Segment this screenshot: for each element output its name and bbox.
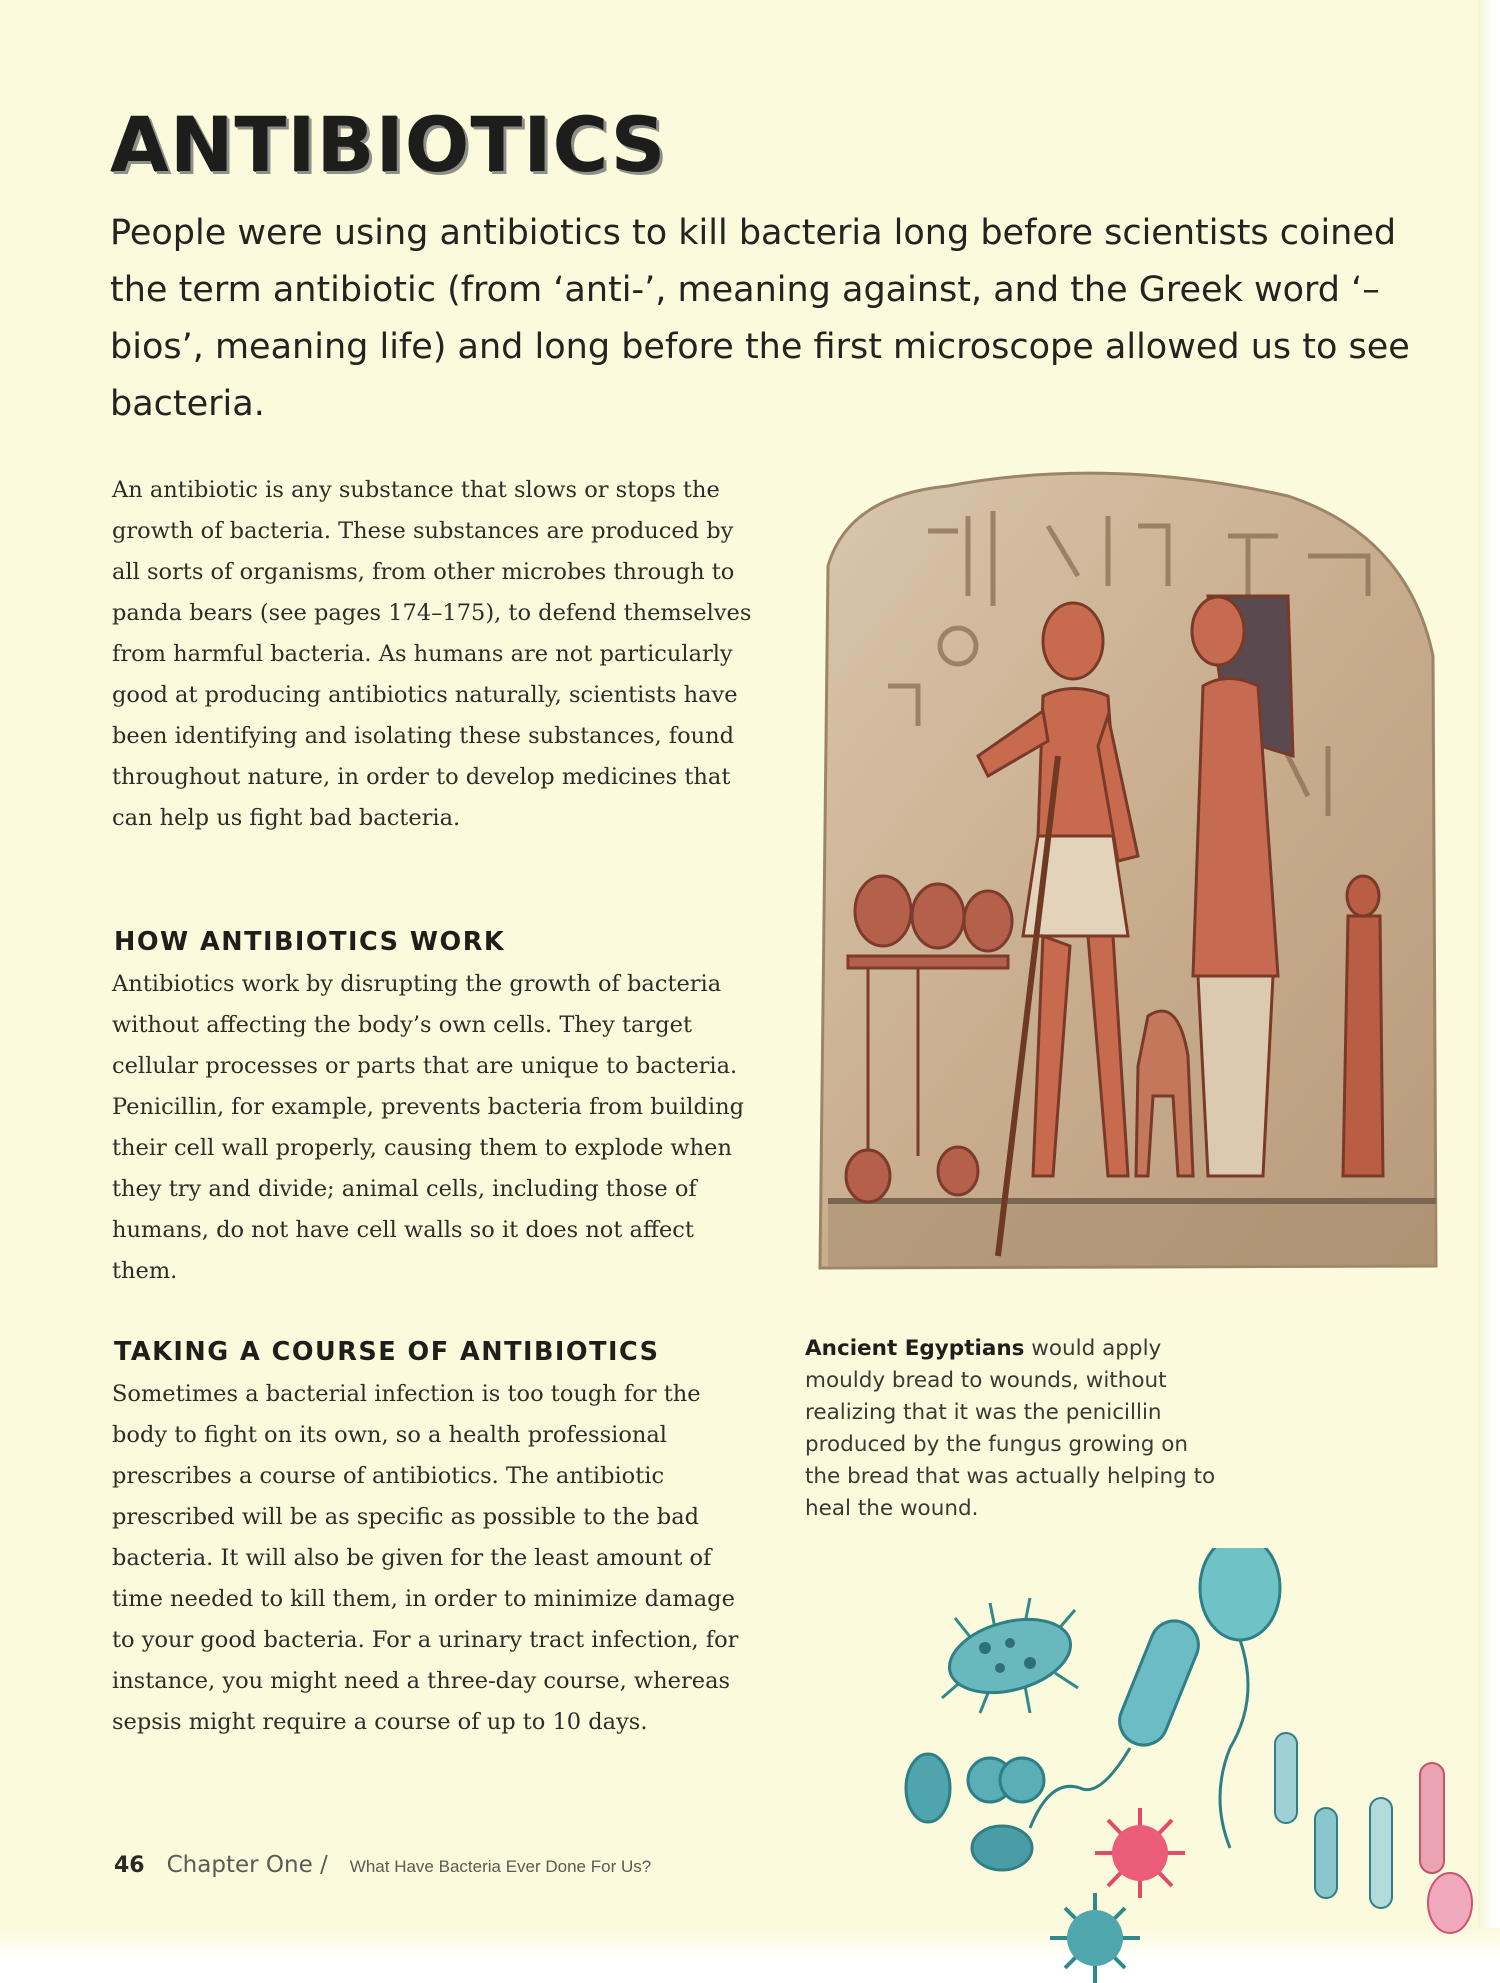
caption-text: would apply mouldy bread to wounds, without realizing that it was the penicillin produced by the fungus growing on the bread that was actually helping to heal the wound. xyxy=(805,1336,1216,1521)
heading-taking-a-course: TAKING A COURSE OF ANTIBIOTICS xyxy=(114,1337,660,1367)
bacteria-illustration xyxy=(880,1548,1500,1983)
paragraph-taking-a-course: Sometimes a bacterial infection is too tough for the body to fight on its own, so a health professional prescribes a course of antibiotics. The antibiotic prescribed will be as specific as possible to the bad bacteria. It will also be given for the least amount of time needed to kill them, in order to minimize damage to your good bacteria. For a urinary tract infection, for instance, you might need a three-day course, whereas sepsis might require a course of up to 10 days. xyxy=(112,1381,739,1735)
paragraph-antibiotic-definition: An antibiotic is any substance that slows or stops the growth of bacteria. These substances are produced by all sorts of organisms, from other microbes through to panda bears (see pages 174–175), to defend themselves from harmful bacteria. As humans are not particularly good at producing antibiotics naturally, scientists have been identifying and isolating these substances, found throughout nature, in order to develop medicines that can help us fight bad bacteria. xyxy=(112,477,752,831)
intro-text: People were using antibiotics to kill bacteria long before scientists coined the term antibiotic (from ‘anti-’, meaning against, and the Greek word ‘–bios’, meaning life) and long before the first microscope allowed us to see bacteria. xyxy=(110,213,1410,424)
heading-how-antibiotics-work: HOW ANTIBIOTICS WORK xyxy=(114,927,506,957)
egyptian-stele-image xyxy=(808,456,1440,1276)
chapter-label: Chapter One / xyxy=(166,1852,328,1878)
chapter-subtitle: What Have Bacteria Ever Done For Us? xyxy=(349,1857,652,1876)
paragraph-how-antibiotics-work: Antibiotics work by disrupting the growth of bacteria without affecting the body’s own cells. They target cellular processes or parts that are unique to bacteria. Penicillin, for example, prevents bacteria from building their cell wall properly, causing them to explode when they try and divide; animal cells, including those of humans, do not have cell walls so it does not affect them. xyxy=(112,971,744,1284)
caption-bold: Ancient Egyptians xyxy=(805,1336,1025,1361)
image-caption xyxy=(805,1333,1225,1525)
page-number: 46 xyxy=(114,1853,145,1878)
page-title: ANTIBIOTICS xyxy=(110,100,667,189)
page-footer xyxy=(114,1852,651,1878)
